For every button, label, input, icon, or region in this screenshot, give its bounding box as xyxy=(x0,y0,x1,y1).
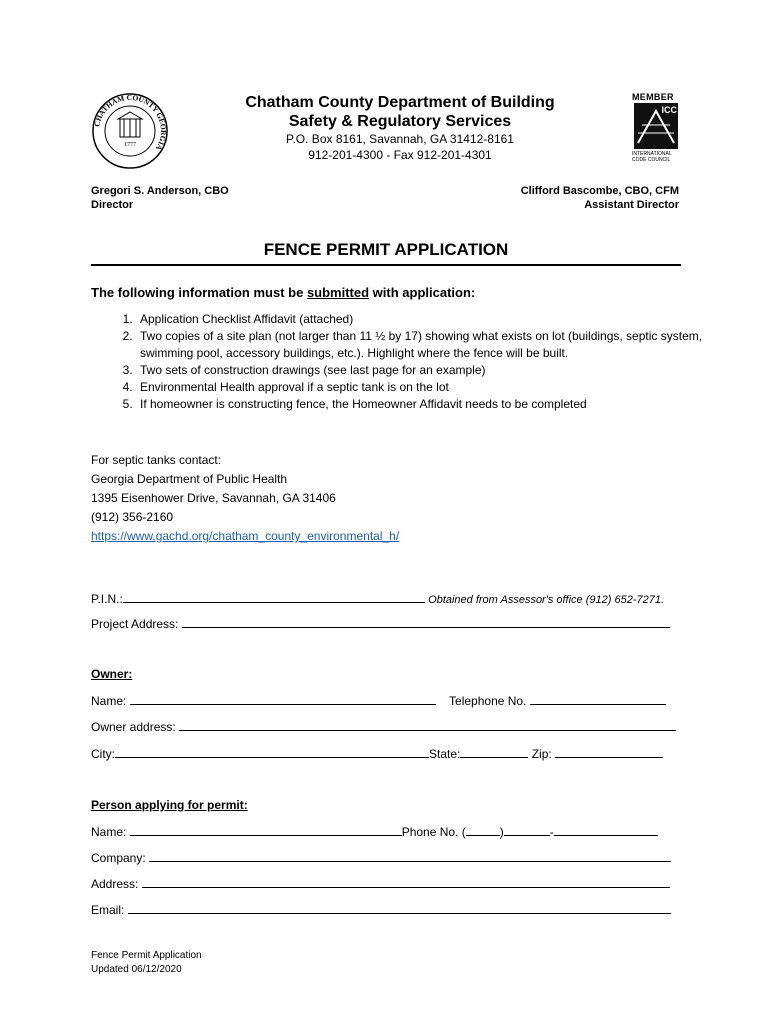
seal-year: 1777 xyxy=(124,142,136,148)
intro-text-before: The following information must be xyxy=(91,285,307,300)
icc-brand: ICC xyxy=(661,105,677,115)
zip-input[interactable] xyxy=(555,746,663,758)
owner-name-input[interactable] xyxy=(130,693,436,705)
org-name-line2: Safety & Regulatory Services xyxy=(288,113,512,130)
footer-form-name: Fence Permit Application xyxy=(91,950,202,961)
phone-dash: - xyxy=(549,825,554,839)
requirement-item: 2. Two copies of a site plan (not larger than 11 ½ by 17) showing what exists on lot (buildings, septic system, swimming pool, accessory buildings, etc.). Highlight where the fence will be built. xyxy=(136,328,736,362)
owner-address-label: Owner address: xyxy=(91,720,176,734)
assistant-director-title: Assistant Director xyxy=(584,199,679,211)
email-input[interactable] xyxy=(128,902,671,914)
owner-name-row xyxy=(91,693,666,708)
footer-updated-date: Updated 06/12/2020 xyxy=(91,964,182,975)
project-address-input[interactable] xyxy=(182,616,670,628)
company-row xyxy=(91,850,671,865)
pin-row xyxy=(91,591,664,606)
requirements-list xyxy=(91,311,736,413)
contact-phone: (912) 356-2160 xyxy=(91,510,174,524)
owner-name-label: Name: xyxy=(91,694,127,708)
contact-heading: For septic tanks contact: xyxy=(91,453,222,467)
email-row xyxy=(91,902,671,917)
intro-text-after: with application: xyxy=(369,285,476,300)
icc-member-badge xyxy=(632,92,680,164)
applicant-name-label: Name: xyxy=(91,825,127,839)
county-seal xyxy=(91,92,169,170)
page-footer xyxy=(91,949,202,977)
requirement-item: 4. Environmental Health approval if a septic tank is on the lot xyxy=(136,379,736,396)
email-label: Email: xyxy=(91,903,125,917)
form-title: FENCE PERMIT APPLICATION xyxy=(263,240,509,259)
applicant-address-input[interactable] xyxy=(142,876,670,888)
project-address-label: Project Address: xyxy=(91,617,179,631)
intro-emphasis: submitted xyxy=(306,285,370,300)
applicant-phone-area-input[interactable] xyxy=(466,824,500,836)
state-input[interactable] xyxy=(460,746,528,758)
director-title: Director xyxy=(91,199,134,211)
applicant-name-row xyxy=(91,824,658,839)
owner-address-row xyxy=(91,719,676,734)
state-label: State: xyxy=(429,747,461,761)
applicant-phone-label: Phone No. ( xyxy=(401,825,466,839)
seal-graphic xyxy=(91,92,169,170)
org-address: P.O. Box 8161, Savannah, GA 31412-8161 xyxy=(286,132,514,146)
pin-note: Obtained from Assessor's office (912) 652-7271. xyxy=(428,594,665,606)
applicant-name-input[interactable] xyxy=(130,824,402,836)
requirements-intro xyxy=(91,285,475,300)
assistant-director-name: Clifford Bascombe, CBO, CFM xyxy=(520,185,679,197)
org-name-line1: Chatham County Department of Building xyxy=(245,94,555,111)
zip-label: Zip: xyxy=(531,747,552,761)
city-input[interactable] xyxy=(115,746,429,758)
owner-address-input[interactable] xyxy=(179,719,676,731)
city-label: City: xyxy=(91,747,115,761)
requirement-item: 3. Two sets of construction drawings (see last page for an example) xyxy=(136,362,736,379)
owner-heading: Owner: xyxy=(91,667,133,681)
contact-url-link[interactable]: https://www.gachd.org/chatham_county_environmental_h/ xyxy=(91,529,400,543)
org-phone-fax: 912-201-4300 - Fax 912-201-4301 xyxy=(308,148,492,162)
icc-subtitle: INTERNATIONAL CODE COUNCIL xyxy=(632,151,672,163)
requirement-item: 1. Application Checklist Affidavit (attached) xyxy=(136,311,736,328)
pin-input[interactable] xyxy=(123,591,425,603)
contact-address: 1395 Eisenhower Drive, Savannah, GA 31406 xyxy=(91,491,336,505)
title-divider xyxy=(91,264,681,266)
project-address-row xyxy=(91,616,670,631)
phone-paren-close: ) xyxy=(499,825,504,839)
director-name: Gregori S. Anderson, CBO xyxy=(91,185,229,197)
member-label: MEMBER xyxy=(632,92,674,102)
requirement-item: 5. If homeowner is constructing fence, the Homeowner Affidavit needs to be completed xyxy=(136,396,736,413)
owner-phone-label: Telephone No. xyxy=(449,694,527,708)
owner-city-row xyxy=(91,746,663,761)
seal-ring-text: CHATHAM COUNTY GEORGIA xyxy=(92,92,169,152)
applicant-phone-prefix-input[interactable] xyxy=(504,824,550,836)
septic-contact-block xyxy=(91,451,399,546)
applicant-address-row xyxy=(91,876,670,891)
owner-phone-input[interactable] xyxy=(530,693,666,705)
applicant-address-label: Address: xyxy=(91,877,139,891)
icc-logo xyxy=(634,103,678,149)
company-label: Company: xyxy=(91,851,146,865)
contact-org: Georgia Department of Public Health xyxy=(91,472,288,486)
company-input[interactable] xyxy=(149,850,671,862)
applicant-heading: Person applying for permit: xyxy=(91,798,248,812)
applicant-phone-line-input[interactable] xyxy=(554,824,658,836)
pin-label: P.I.N.: xyxy=(91,592,123,606)
